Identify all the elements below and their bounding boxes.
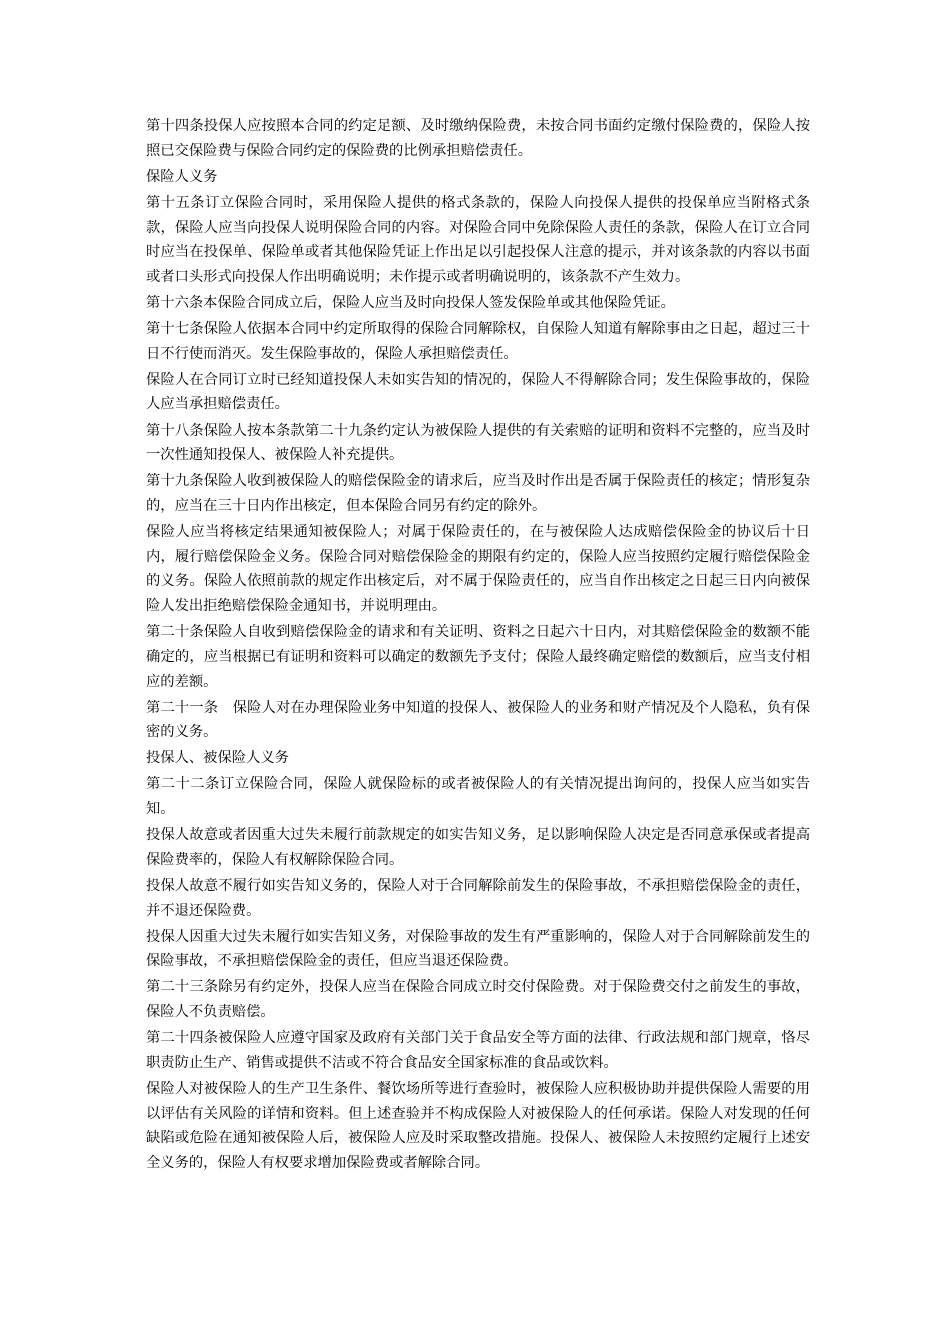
article-20: 第二十条保险人自收到赔偿保险金的请求和有关证明、资料之日起六十日内，对其赔偿保险金的数额不能确定的，应当根据已有证明和资料可以确定的数额先予支付；保险人最终确定赔偿的数额后，应当支付相应的差额。 [146, 624, 810, 690]
article-22-paragraph-3: 投保人故意不履行如实告知义务的，保险人对于合同解除前发生的保险事故，不承担赔偿保险金的责任，并不退还保险费。 [146, 877, 810, 919]
article-16: 第十六条本保险合同成立后，保险人应当及时向投保人签发保险单或其他保险凭证。 [146, 294, 675, 311]
article-24: 第二十四条被保险人应遵守国家及政府有关部门关于食品安全等方面的法律、行政法规和部门规章，恪尽职责防止生产、销售或提供不洁或不符合食品安全国家标准的食品或饮料。 [146, 1030, 810, 1071]
article-15: 第十五条订立保险合同时，采用保险人提供的格式条款的，保险人向投保人提供的投保单应当附格式条款，保险人应当向投保人说明保险合同的内容。对保险合同中免除保险人责任的条款，保险人在订立合同时应当在投保单、保险单或者其他保险凭证上作出足以引起投保人注意的提示，并对该条款的内容以书面或者口头形式向投保人作出明确说明；未作提示或者明确说明的，该条款不产生效力。 [146, 194, 810, 285]
article-18: 第十八条保险人按本条款第二十九条约定认为被保险人提供的有关索赔的证明和资料不完整的，应当及时一次性通知投保人、被保险人补充提供。 [146, 422, 810, 464]
document-body [146, 114, 810, 1177]
article-22-paragraph-4: 投保人因重大过失未履行如实告知义务，对保险事故的发生有严重影响的，保险人对于合同解除前发生的保险事故，不承担赔偿保险金的责任，但应当退还保险费。 [146, 928, 810, 970]
article-19: 第十九条保险人收到被保险人的赔偿保险金的请求后，应当及时作出是否属于保险责任的核定；情形复杂的，应当在三十日内作出核定，但本保险合同另有约定的除外。 [146, 473, 810, 514]
article-19-paragraph-2: 保险人应当将核定结果通知被保险人；对属于保险责任的，在与被保险人达成赔偿保险金的协议后十日内，履行赔偿保险金义务。保险合同对赔偿保险金的期限有约定的，保险人应当按照约定履行赔偿保险金的义务。保险人依照前款的规定作出核定后，对不属于保险责任的，应当自作出核定之日起三日内向被保险人发出拒绝赔偿保险金通知书，并说明理由。 [146, 524, 810, 615]
article-24-paragraph-2: 保险人对被保险人的生产卫生条件、餐饮场所等进行查验时，被保险人应积极协助并提供保险人需要的用以评估有关风险的详情和资料。但上述查验并不构成保险人对被保险人的任何承诺。保险人对发现的任何缺陷或危险在通知被保险人后，被保险人应及时采取整改措施。投保人、被保险人未按照约定履行上述安全义务的，保险人有权要求增加保险费或者解除合同。 [146, 1080, 810, 1172]
article-22-paragraph-2: 投保人故意或者因重大过失未履行前款规定的如实告知义务，足以影响保险人决定是否同意承保或者提高保险费率的，保险人有权解除保险合同。 [146, 827, 810, 868]
article-22: 第二十二条订立保险合同，保险人就保险标的或者被保险人的有关情况提出询问的，投保人应当如实告知。 [146, 776, 810, 818]
article-21: 第二十一条 保险人对在办理保险业务中知道的投保人、被保险人的业务和财产情况及个人隐私，负有保密的义务。 [146, 699, 810, 741]
article-17-paragraph-2: 保险人在合同订立时已经知道投保人未如实告知的情况的，保险人不得解除合同；发生保险事故的，保险人应当承担赔偿责任。 [146, 371, 810, 413]
article-14: 第十四条投保人应按照本合同的约定足额、及时缴纳保险费，未按合同书面约定缴付保险费的，保险人按照已交保险费与保险合同约定的保险费的比例承担赔偿责任。 [146, 118, 810, 159]
article-17: 第十七条保险人依据本合同中约定所取得的保险合同解除权，自保险人知道有解除事由之日起，超过三十日不行使而消灭。发生保险事故的，保险人承担赔偿责任。 [146, 321, 810, 362]
section-heading-insurer-duties: 保险人义务 [146, 168, 218, 185]
section-heading-policyholder-duties: 投保人、被保险人义务 [146, 750, 289, 767]
article-23: 第二十三条除另有约定外，投保人应当在保险合同成立时交付保险费。对于保险费交付之前发生的事故，保险人不负责赔偿。 [146, 979, 810, 1021]
